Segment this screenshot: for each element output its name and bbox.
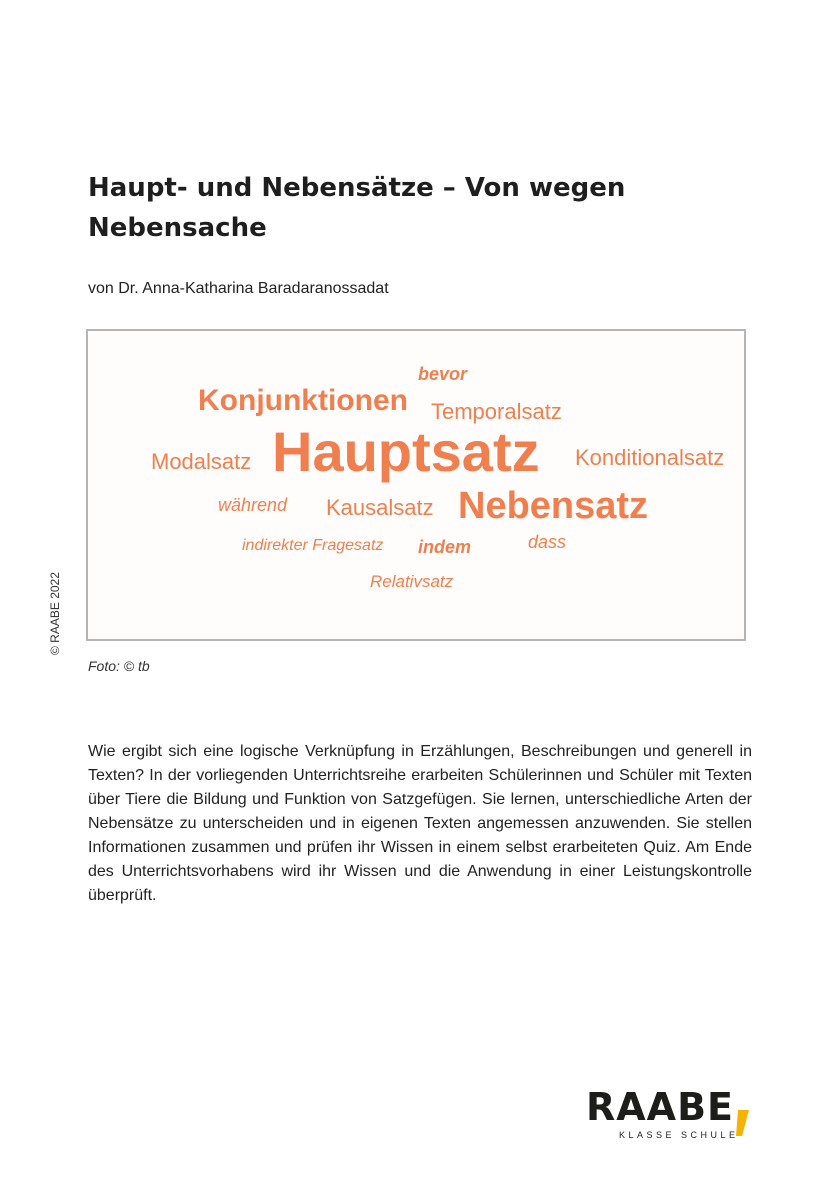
word-cloud-image <box>86 329 746 641</box>
logo-tagline: KLASSE SCHULE <box>619 1130 739 1140</box>
document-title: Haupt- und Nebensätze – Von wegen Nebensache <box>88 173 626 243</box>
cloud-word-hauptsatz: Hauptsatz <box>272 420 540 483</box>
cloud-word-temporalsatz: Temporalsatz <box>431 399 562 424</box>
photo-caption: Foto: © tb <box>88 658 150 674</box>
author-line: von Dr. Anna-Katharina Baradaranossadat <box>88 280 389 297</box>
intro-paragraph: Wie ergibt sich eine logische Verknüpfung in Erzählungen, Beschreibungen und generell in Texten? In der vorliegenden Unterrichtsreihe erarbeiten Schülerinnen und Schüler mit Texten über Tiere die Bildung und Funktion von Satzgefügen. Sie lernen, unterschiedliche Arten der Nebensätze zu unterscheiden und in eigenen Texten angemessen anzuwenden. Sie stellen Informationen zusammen und prüfen ihr Wissen in einem selbst erarbeiteten Quiz. Am Ende des Unterrichtsvorhabens wird ihr Wissen und die Anwendung in einer Leistungskontrolle überprüft. <box>88 743 752 904</box>
cloud-word-dass: dass <box>528 532 567 552</box>
copyright-note: © RAABE 2022 <box>48 572 62 655</box>
cloud-word-nebensatz: Nebensatz <box>458 485 649 527</box>
cloud-word-konjunktionen: Konjunktionen <box>198 384 408 417</box>
cloud-word-modalsatz: Modalsatz <box>151 449 252 474</box>
cloud-word-kausalsatz: Kausalsatz <box>326 495 434 520</box>
raabe-logo <box>586 1085 756 1140</box>
cloud-word-indem: indem <box>418 537 472 557</box>
logo-wordmark: RAABE <box>586 1085 735 1129</box>
cloud-word-relativsatz: Relativsatz <box>370 572 454 591</box>
cloud-word-bevor: bevor <box>418 364 468 384</box>
cloud-word-indirekter-fragesatz: indirekter Fragesatz <box>242 537 384 554</box>
cloud-word-konditionalsatz: Konditionalsatz <box>575 445 725 470</box>
cloud-word-waehrend: während <box>218 495 288 515</box>
